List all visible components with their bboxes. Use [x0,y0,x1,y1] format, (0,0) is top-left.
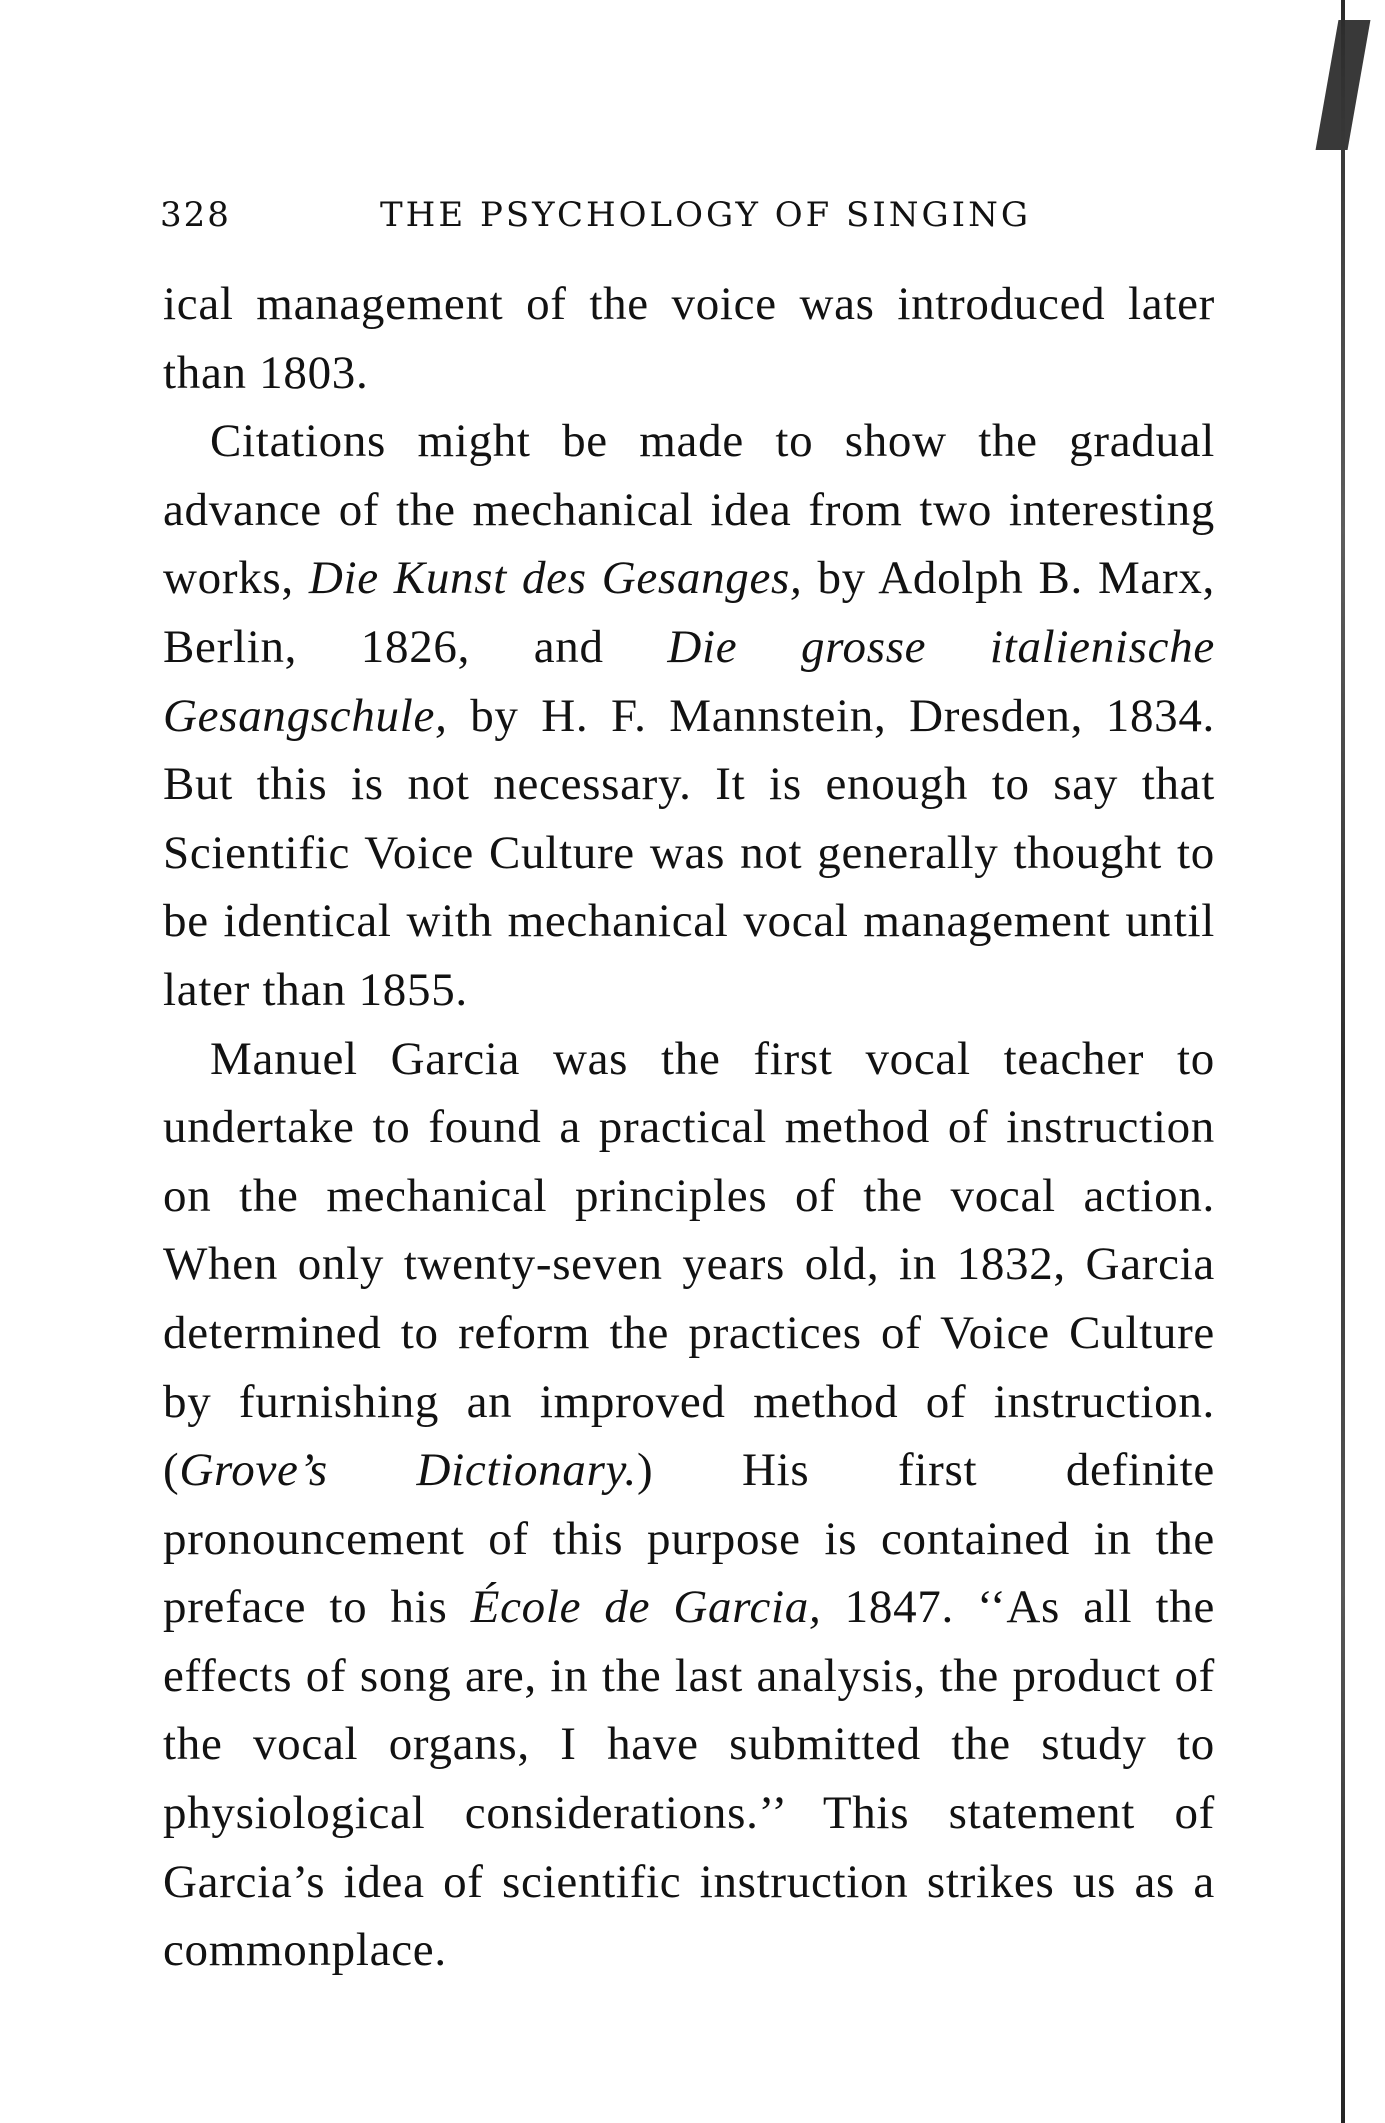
reference-groves-dictionary: Grove’s Dictionary. [179,1444,637,1497]
book-title-ecole-de-garcia: École de Garcia, [470,1581,822,1634]
running-head-title: THE PSYCHOLOGY OF SINGING [380,195,1032,235]
text-segment: by Adolph B. Marx, Berlin, 1826, and [163,552,1215,673]
edge-line [1341,0,1345,2123]
book-title-die-grosse: Die grosse italienische Gesangschule, [163,620,1215,742]
text-segment: Manuel Garcia was the first vocal teacher to undertake to found a practical method of instruction on the mechanical principles of the vocal action. When only twenty-seven years old, in 1832, Garcia determined to reform the practices of Voice Culture by furnishing an improved method of instruction. ( [163,1032,1215,1497]
book-title-die-kunst: Die Kunst des Gesanges, [308,552,803,605]
text-segment: Citations might be made to show the gradual advance of the mechanical idea from two interesting works, [163,415,1215,605]
running-head [160,190,1220,240]
body-text [163,270,1215,1985]
text-segment: by H. F. Mannstein, Dresden, 1834. But this is not necessary. It is enough to say that Scientific Voice Culture was not generally thought to be identical with mechanical vocal management until later than 1855. [163,689,1215,1016]
paragraph-continued: ical management of the voice was introduced later than 1803. [163,278,1215,399]
page-binding-edge [1315,0,1385,2123]
paragraph-citations [163,407,1215,1024]
page-number: 328 [160,195,231,235]
text-segment: ) His first definite pronouncement of this purpose is contained in the preface to his [163,1444,1215,1634]
paragraph-garcia [163,1025,1215,1985]
text-segment: 1847. ‘‘As all the effects of song are, in the last analysis, the product of the vocal organs, I have submitted the study to physiological considerations.’’ This statement of Garcia’s idea of scientific instruction strikes us as a commonplace. [163,1581,1216,1977]
